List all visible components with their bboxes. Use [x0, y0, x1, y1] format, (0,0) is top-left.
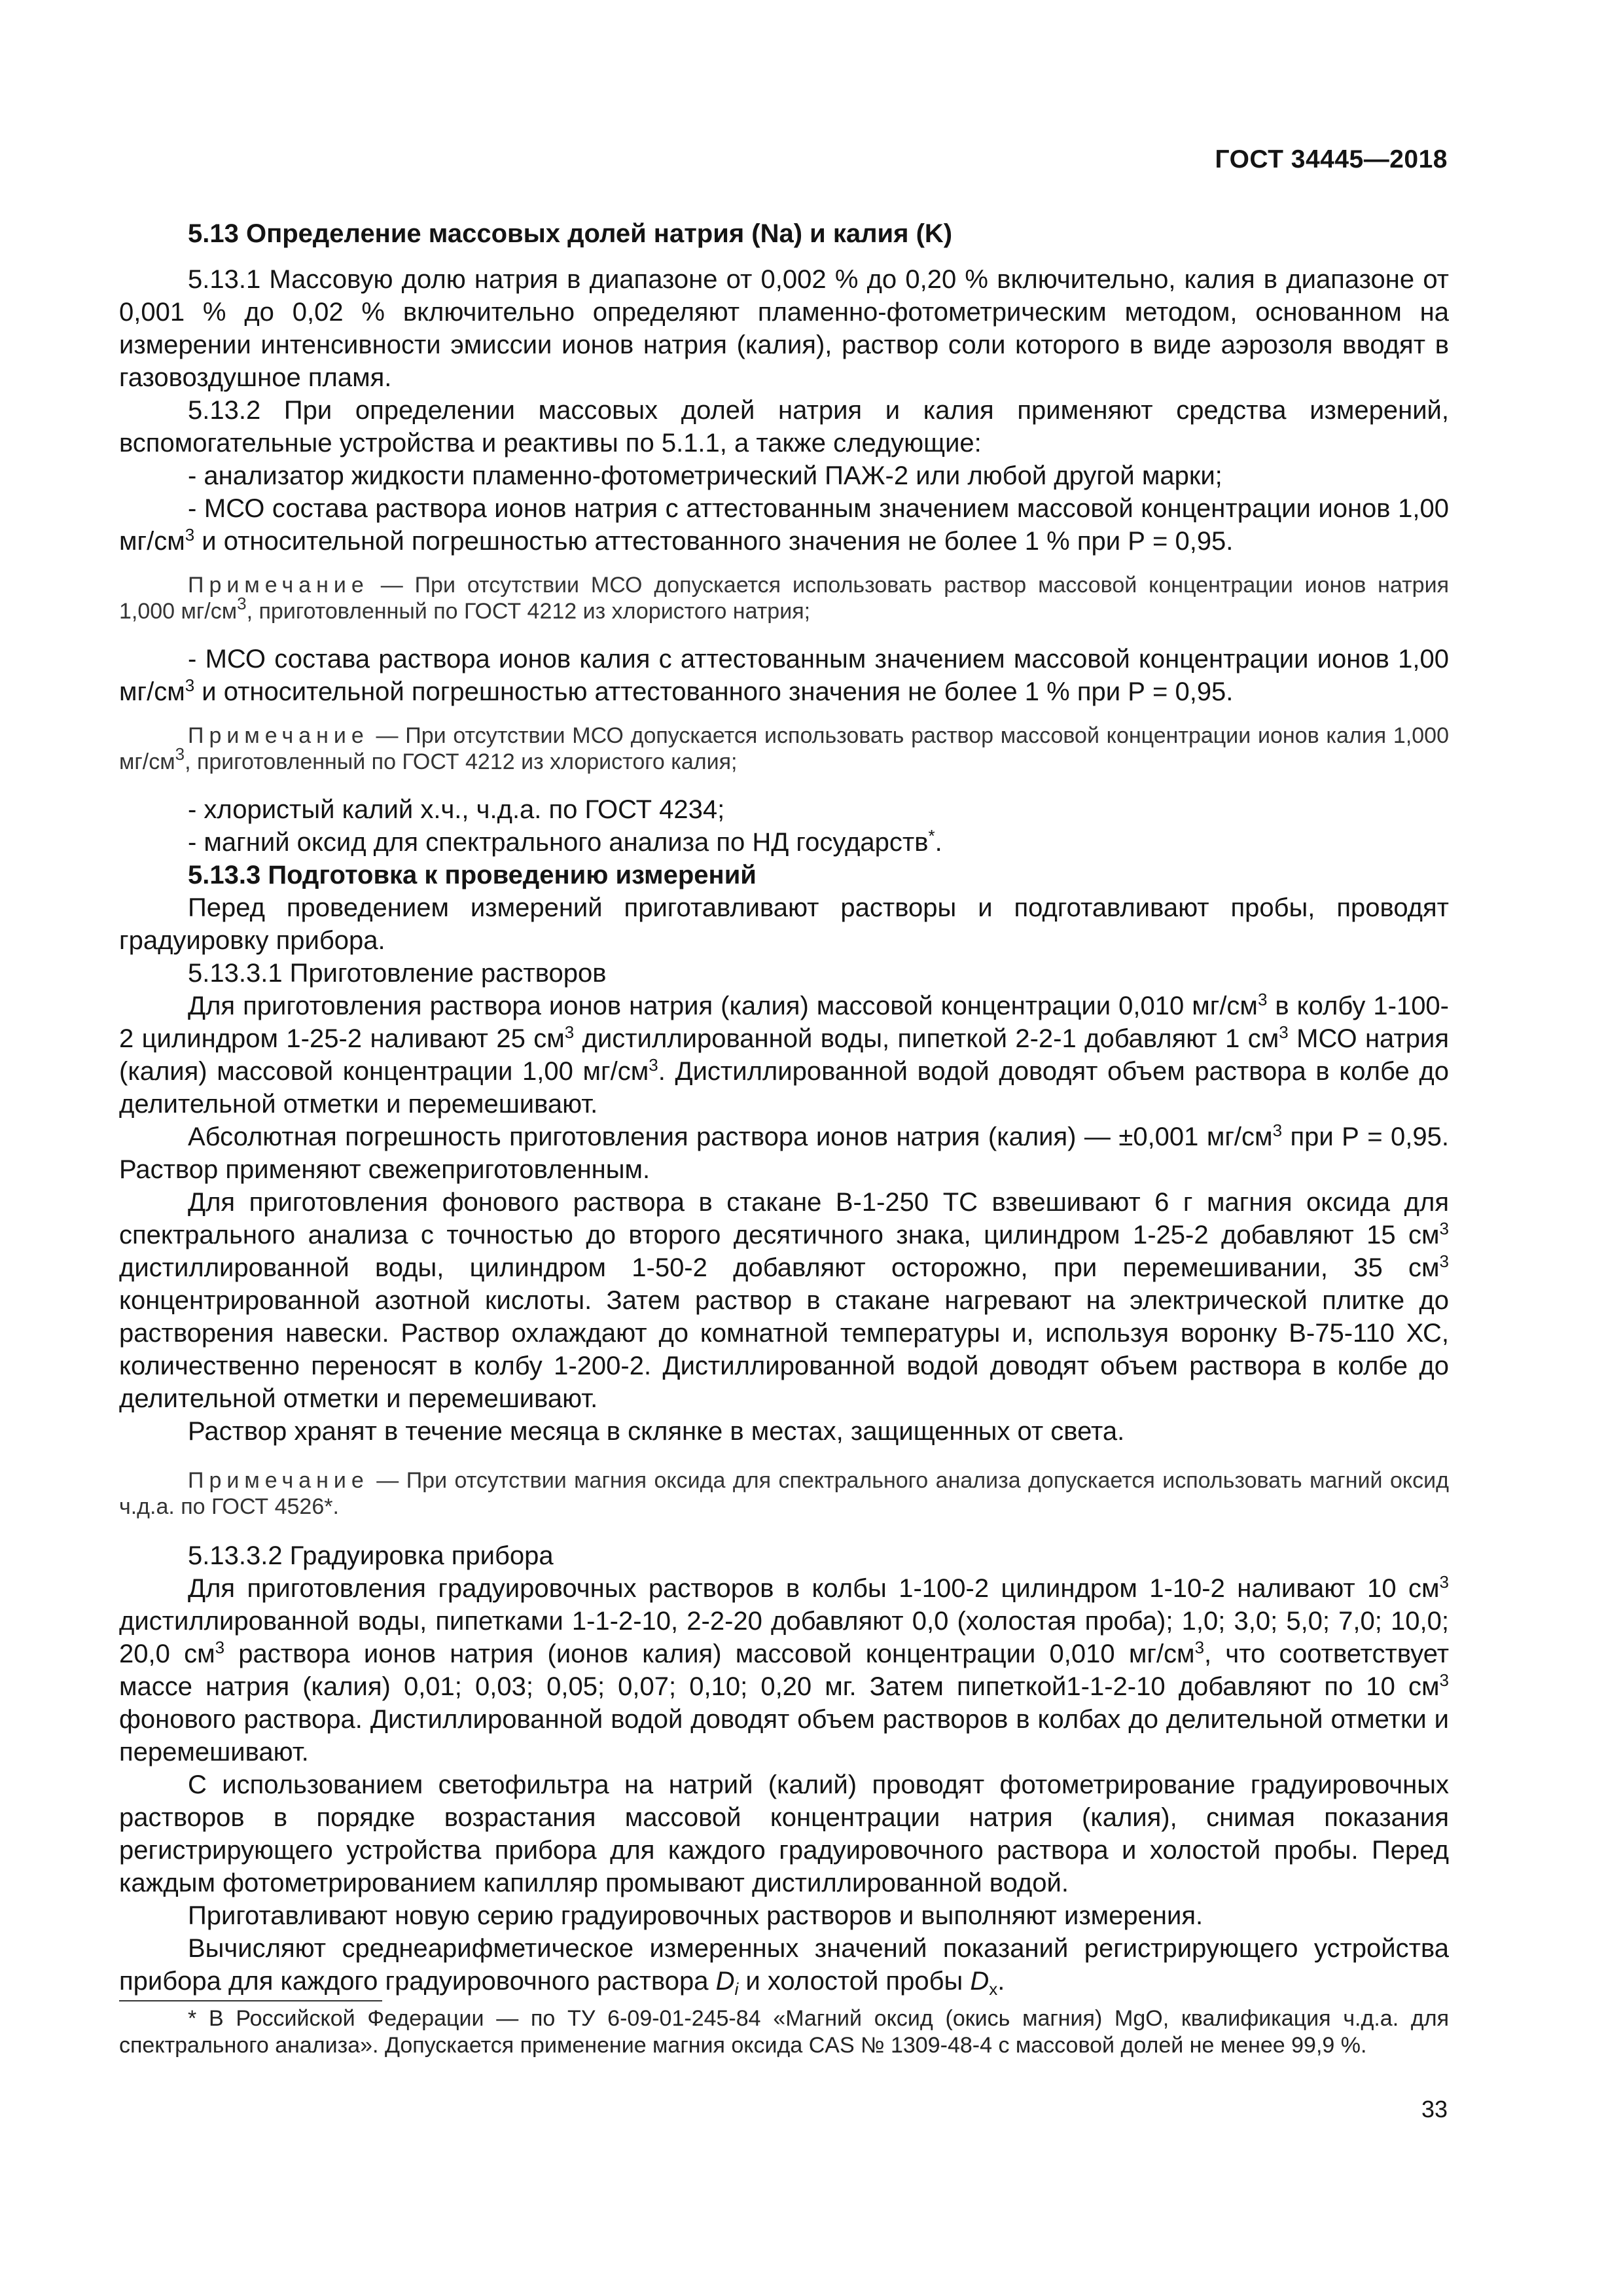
list-item-magnesium-oxide: - магний оксид для спектрального анализа по НД государств*.: [188, 826, 942, 857]
paragraph-solution-prep: Для приготовления раствора ионов натрия (калия) массовой концентрации 0,010 $мг/см^3$ в колбу 1-100-2 цилиндром 1-25-2 наливают 25 $см^3$ дистиллированной воды, пипеткой 2-2-1 добавляют 1 $см^3$ МСО натрия (калия) массовой концентрации 1,00 $мг/см^3$. Дистиллированной водой доводят объем раствора в колбе до делительной отметки и перемешивают.: [119, 990, 1450, 1119]
paragraph-5-13-1: 5.13.1 Массовую долю натрия в диапазоне от 0,002 % до 0,20 % включительно, калия в диапазоне от 0,001 % до 0,02 % включительно определяют пламенно-фотометрическим методом, основанном на измерении интенсивности эмиссии ионов натрия (калия), раствор соли которого в виде аэрозоля вводят в газовоздушное пламя.: [119, 265, 1449, 392]
subsection-5-13-3-2-title: 5.13.3.2 Градуировка прибора: [188, 1541, 554, 1570]
paragraph-storage: Раствор хранят в течение месяца в склянке в местах, защищенных от света.: [188, 1417, 1125, 1446]
section-heading: 5.13 Определение массовых долей натрия (Na) и калия (K): [188, 219, 953, 248]
note-label: Примечание: [188, 1468, 369, 1493]
paragraph-background-solution: Для приготовления фонового раствора в стакане В-1-250 ТС взвешивают 6 г магния оксида для спектрального анализа с точностью до второго десятичного знака, цилиндром 1-25-2 добавляют 15 $см^3$ дистиллированной воды, цилиндром 1-50-2 добавляют осторожно, при перемешивании, 35 $см^3$ концентрированной азотной кислоты. Затем раствор в стакане нагревают на электрической плитке до растворения навески. Раствор охлаждают до комнатной температуры и, используя воронку В-75-110 ХС, количественно переносят в колбу 1-200-2. Дистиллированной водой доводят объем раствора в колбе до делительной отметки и перемешивают.: [119, 1188, 1449, 1413]
list-item-mso-potassium: - МСО состава раствора ионов калия с аттестованным значением массовой концентрации ионов 1,00 $мг/см^3$ и относительной погрешностью аттестованного значения не более 1 % при Р = 0,95.: [119, 645, 1449, 706]
page-number: 33: [1421, 2096, 1448, 2123]
paragraph-5-13-2: 5.13.2 При определении массовых долей натрия и калия применяют средства измерений, вспомогательные устройства и реактивы по 5.1.1, а также следующие:: [119, 396, 1449, 457]
paragraph-new-series: Приготавливают новую серию градуировочных растворов и выполняют измерения.: [188, 1901, 1204, 1930]
list-item-analyzer: - анализатор жидкости пламенно-фотометрический ПАЖ-2 или любой другой марки;: [188, 461, 1222, 490]
note-sodium: Примечание — При отсутствии МСО допускается использовать раствор массовой концентрации ионов натрия 1,000 $мг/см^3$, приготовленный по ГОСТ 4212 из хлористого натрия;: [119, 573, 1449, 624]
list-item-mso-sodium: - МСО состава раствора ионов натрия с аттестованным значением массовой концентрации ионов 1,00 $мг/см^3$ и относительной погрешностью аттестованного значения не более 1 % при Р = 0,95.: [119, 494, 1449, 556]
note-label: Примечание: [188, 723, 369, 748]
note-potassium: Примечание — При отсутствии МСО допускается использовать раствор массовой концентрации ионов калия 1,000 $мг/см^3$, приготовленный по ГОСТ 4212 из хлористого калия;: [119, 723, 1449, 774]
paragraph-calibration: Для приготовления градуировочных растворов в колбы 1-100-2 цилиндром 1-10-2 наливают 10 $см^3$ дистиллированной воды, пипетками 1-1-2-10, 2-2-20 добавляют 0,0 (холостая проба); 1,0; 3,0; 5,0; 7,0; 10,0; 20,0 $см^3$ раствора ионов натрия (ионов калия) массовой концентрации 0,010 $мг/см^3$, что соответствует массе натрия (калия) 0,01; 0,03; 0,05; 0,07; 0,10; 0,20 мг. Затем пипеткой1-1-2-10 добавляют по 10 $см^3$ фонового раствора. Дистиллированной водой доводят объем растворов в колбах до делительной отметки и перемешивают.: [119, 1572, 1450, 1767]
list-item-potassium-chloride: - хлористый калий х.ч., ч.д.а. по ГОСТ 4234;: [188, 795, 725, 824]
paragraph-average: Вычисляют среднеарифметическое измеренных значений показаний регистрирующего устройства прибора для каждого градуировочного раствора $D_i$ и холостой пробы $D_x$.: [119, 1934, 1449, 1999]
footnote: * В Российской Федерации — по ТУ 6-09-01-245-84 «Магний оксид (окись магния) MgO, квалификация ч.д.а. для спектрального анализа». Допускается применение магния оксида CAS № 1309-48-4 с массовой долей не менее 99,9 %.: [119, 2006, 1449, 2058]
document-code-header: ГОСТ 34445—2018: [1215, 145, 1448, 173]
paragraph-photometry: С использованием светофильтра на натрий (калий) проводят фотометрирование градуировочных растворов в порядке возрастания массовой концентрации натрия (калия), снимая показания регистрирующего устройства прибора для каждого градуировочного раствора и холостой пробы. Перед каждым фотометрированием капилляр промывают дистиллированной водой.: [119, 1770, 1449, 1897]
subsection-5-13-3-title: 5.13.3 Подготовка к проведению измерений: [188, 861, 757, 889]
paragraph-absolute-error: Абсолютная погрешность приготовления раствора ионов натрия (калия) — ±0,001 $мг/см^3$ при Р = 0,95. Раствор применяют свежеприготовленным.: [119, 1121, 1450, 1184]
main-content: [119, 217, 1449, 2059]
note-magnesium-oxide: Примечание — При отсутствии магния оксида для спектрального анализа допускается использовать магний оксид ч.д.а. по ГОСТ 4526*.: [119, 1468, 1449, 1519]
note-label: Примечание: [188, 573, 369, 598]
footnote-divider: [119, 2000, 382, 2001]
subsection-5-13-3-text: Перед проведением измерений приготавливают растворы и подготавливают пробы, проводят градуировку прибора.: [119, 893, 1449, 955]
subsection-5-13-3-1-title: 5.13.3.1 Приготовление растворов: [188, 959, 607, 988]
